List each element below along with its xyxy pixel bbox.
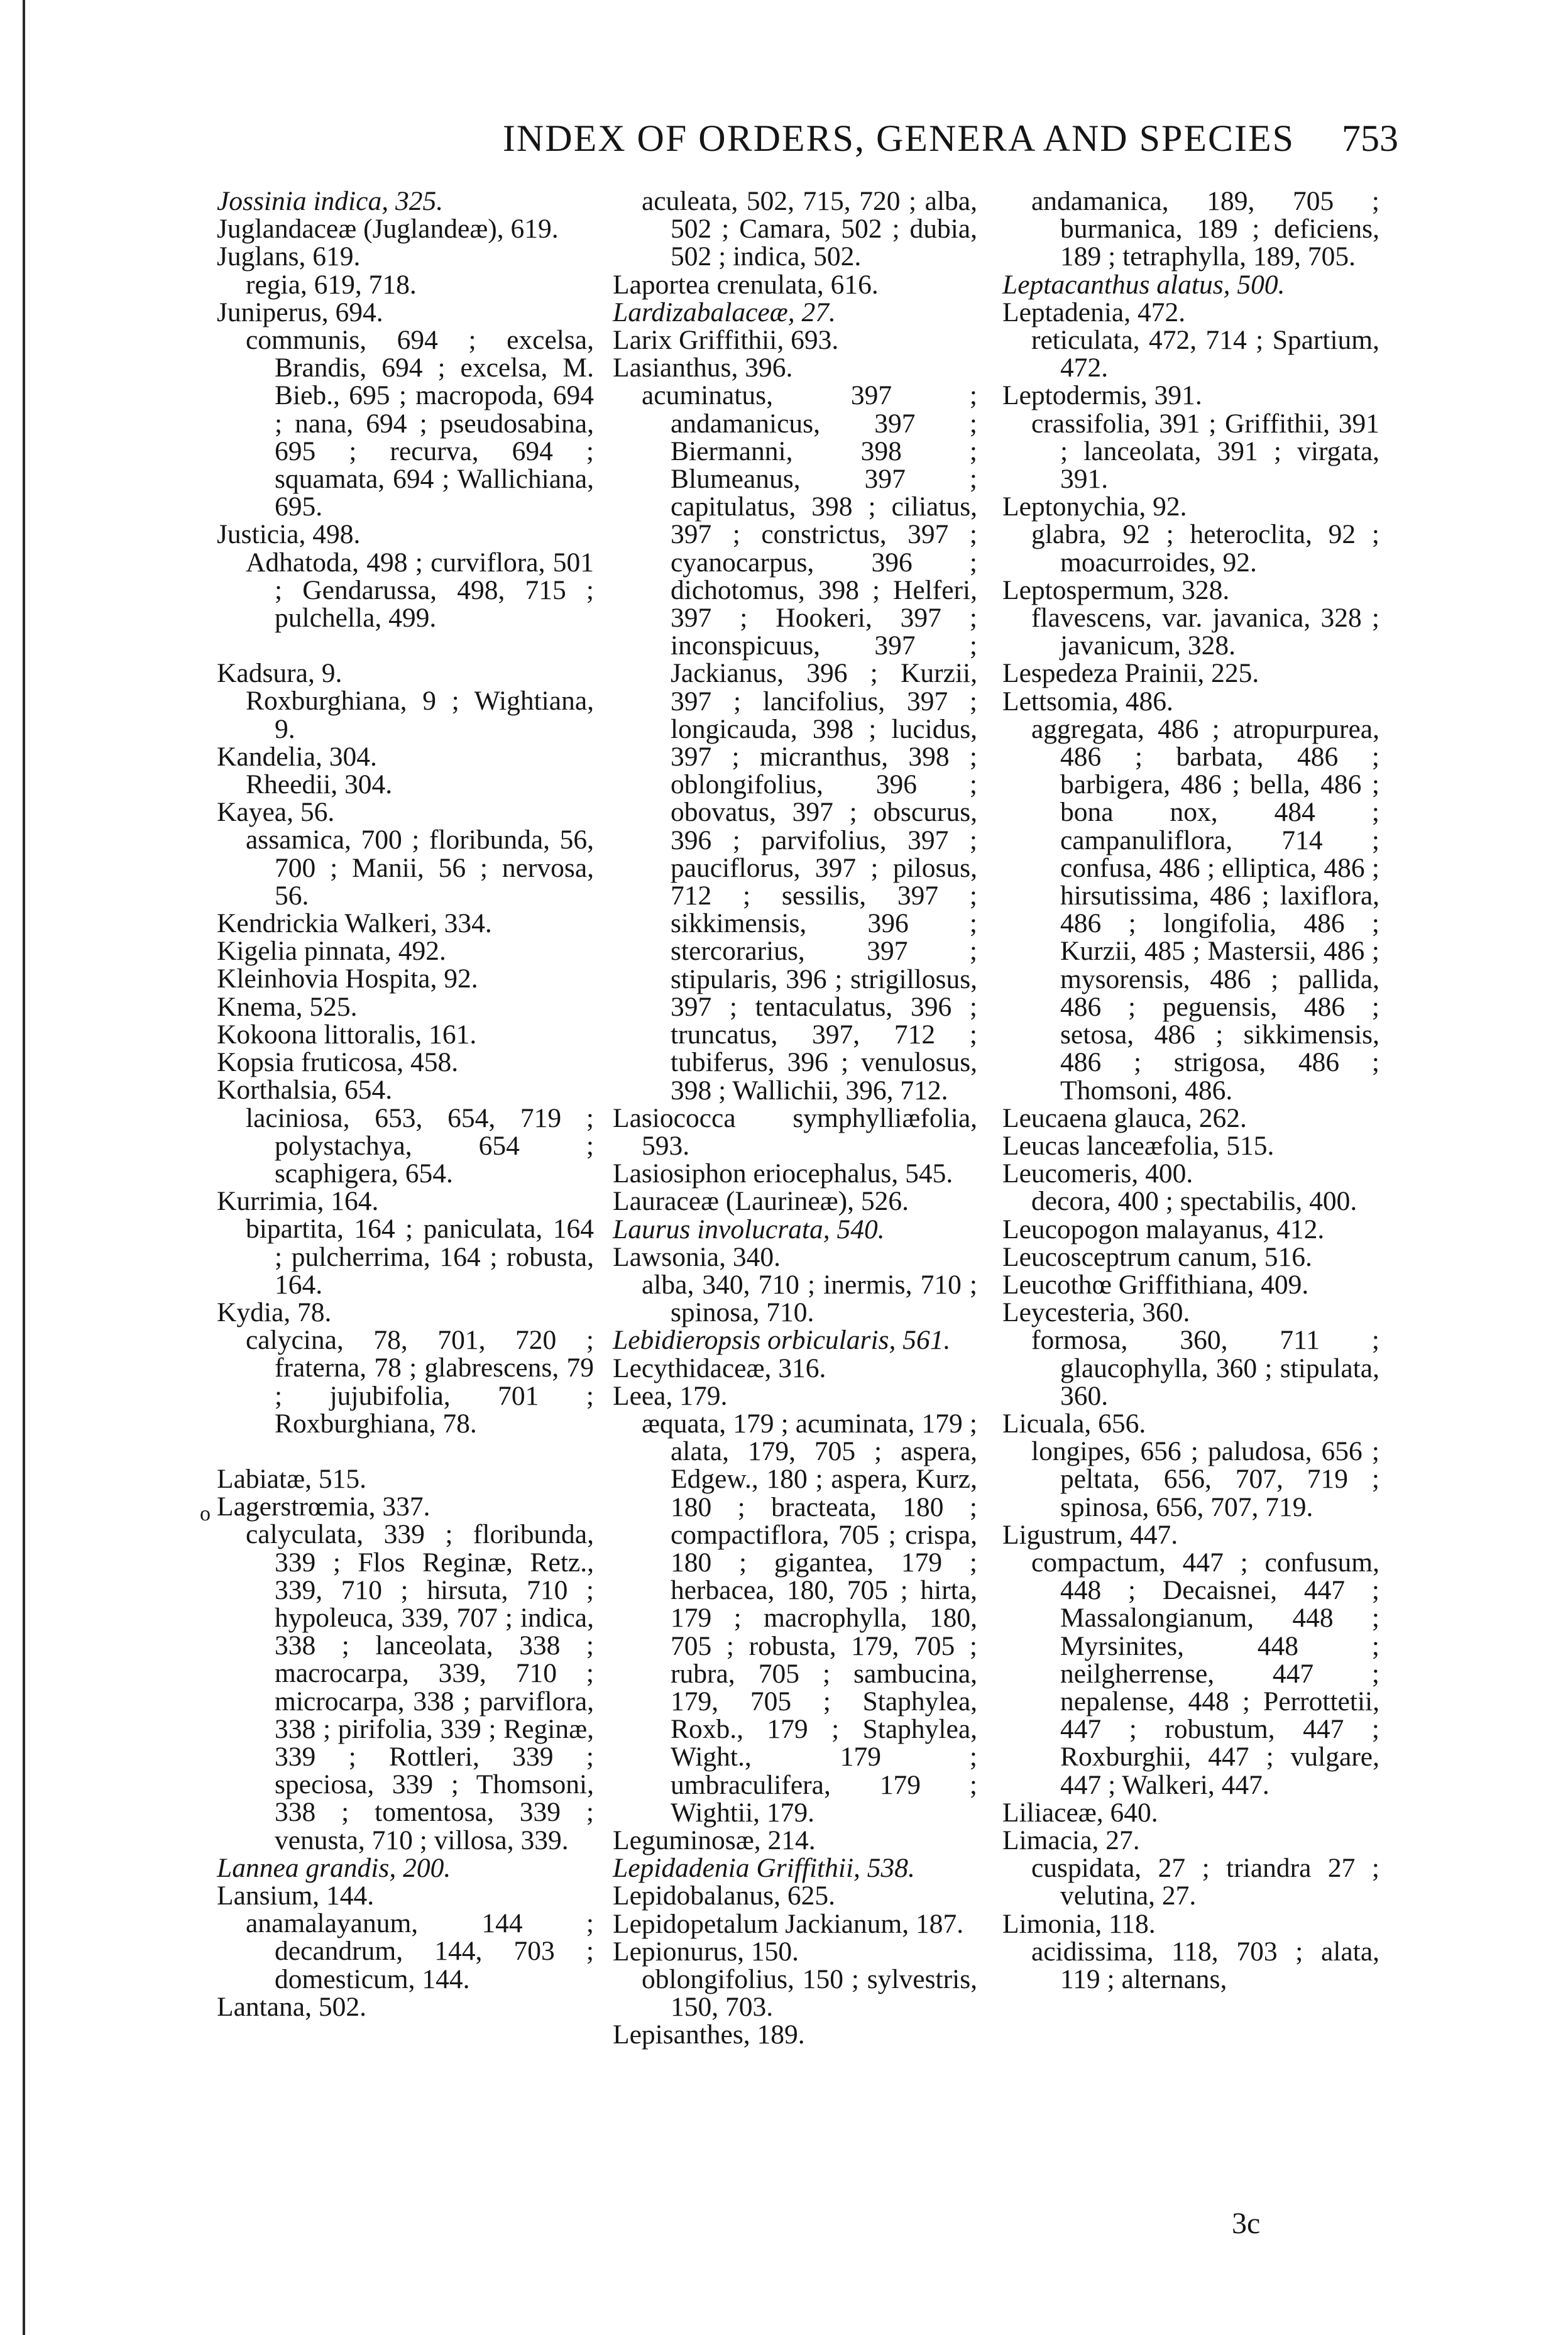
signature-mark: 3c (1232, 2207, 1261, 2240)
index-entry: Leucas lanceæfolia, 515. (1002, 1130, 1275, 1161)
page-spine-line (23, 0, 25, 2335)
index-entry: Leea, 179. (613, 1380, 728, 1411)
index-subentry: longipes, 656 ; paludosa, 656 ; peltata, 656, 707, 719 ; spinosa, 656, 707, 719. (1031, 1436, 1379, 1522)
running-header: INDEX OF ORDERS, GENERA AND SPECIES (502, 118, 1295, 159)
index-entry: Jossinia indica, 325. (217, 186, 444, 216)
index-entry: Juglandaceæ (Juglandeæ), 619. (217, 214, 559, 244)
index-entry: Leptacanthus alatus, 500. (1002, 269, 1285, 300)
index-subentry: regia, 619, 718. (246, 269, 417, 300)
index-entry: Leycesteria, 360. (1002, 1297, 1190, 1328)
index-subentry: Adhatoda, 498 ; curviflora, 501 ; Gendarussa, 498, 715 ; pulchella, 499. (246, 547, 594, 634)
index-entry: Kydia, 78. (217, 1297, 332, 1327)
index-entry: Lepisanthes, 189. (613, 2019, 805, 2050)
index-entry: Lannea grandis, 200. (217, 1852, 451, 1883)
index-entry: Leptospermum, 328. (1002, 574, 1230, 605)
index-subentry: Rheedii, 304. (246, 769, 393, 800)
index-subentry: aggregata, 486 ; atropurpurea, 486 ; barbata, 486 ; barbigera, 486 ; bella, 486 ; bona nox, 484 ; campanuliflora, 714 ; confusa, 486 ; elliptica, 486 ; hirsutissima, 486 ; laxiflora, 486 ; longifolia, 486 ; Kurzii, 485 ; Mastersii, 486 ; mysorensis, 486 ; pallida, 486 ; peguensis, 486 ; setosa, 486 ; sikkimensis, 486 ; strigosa, 486 ; Thomsoni, 486. (1031, 713, 1379, 1106)
index-entry: Kadsura, 9. (217, 658, 343, 689)
index-entry: Kigelia pinnata, 492. (217, 936, 446, 967)
index-subentry: laciniosa, 653, 654, 719 ; polystachya, 654 ; scaphigera, 654. (246, 1102, 594, 1189)
index-entry: Larix Griffithii, 693. (613, 325, 839, 356)
index-entry: Kopsia fruticosa, 458. (217, 1047, 459, 1078)
index-entry: Lansium, 144. (217, 1880, 375, 1911)
index-entry: Lantana, 502. (217, 1991, 366, 2022)
index-subentry: anamalayanum, 144 ; decandrum, 144, 703 ; domesticum, 144. (246, 1908, 594, 1994)
index-entry: Limacia, 27. (1002, 1825, 1140, 1855)
index-subentry: flavescens, var. javanica, 328 ; javanicum, 328. (1031, 603, 1379, 661)
index-subentry: acidissima, 118, 703 ; alata, 119 ; alternans, (1031, 1936, 1379, 1994)
index-entry: Justicia, 498. (217, 519, 361, 550)
index-entry: Knema, 525. (217, 991, 358, 1022)
index-entry: Juniperus, 694. (217, 297, 383, 327)
index-entry: Lespedeza Prainii, 225. (1002, 658, 1259, 689)
index-entry: Korthalsia, 654. (217, 1075, 393, 1106)
index-entry: Limonia, 118. (1002, 1908, 1156, 1939)
index-entry: Kleinhovia Hospita, 92. (217, 964, 478, 994)
index-entry: Leucaena glauca, 262. (1002, 1102, 1247, 1133)
index-entry: Lasianthus, 396. (613, 353, 793, 383)
index-subentry: crassifolia, 391 ; Griffithii, 391 ; lanceolata, 391 ; virgata, 391. (1031, 408, 1379, 495)
margin-mark: o (200, 1502, 211, 1525)
index-subentry: bipartita, 164 ; paniculata, 164 ; pulcherrima, 164 ; robusta, 164. (246, 1214, 594, 1300)
index-entry: Lepidadenia Griffithii, 538. (613, 1853, 915, 1884)
index-entry: Lettsomia, 486. (1002, 686, 1173, 717)
section-gap (217, 632, 594, 659)
index-entry: Laportea crenulata, 616. (613, 269, 879, 300)
index-subentry: calyculata, 339 ; floribunda, 339 ; Flos Reginæ, Retz., 339, 710 ; hirsuta, 710 ; hypoleuca, 339, 707 ; indica, 338 ; lanceolata, 338 ; macrocarpa, 339, 710 ; microcarpa, 338 ; parviflora, 338 ; pirifolia, 339 ; Reginæ, 339 ; Rottleri, 339 ; speciosa, 339 ; Thomsoni, 338 ; tomentosa, 339 ; venusta, 710 ; villosa, 339. (246, 1519, 594, 1855)
index-entry: Leptodermis, 391. (1002, 380, 1202, 411)
index-entry: Leptadenia, 472. (1002, 297, 1186, 327)
index-column-1 (217, 187, 594, 2021)
index-entry: Lasiococca symphylliæfolia, 593. (613, 1102, 977, 1161)
index-subentry: communis, 694 ; excelsa, Brandis, 694 ; excelsa, M. Bieb., 695 ; macropoda, 694 ; nana, 694 ; pseudosabina, 695 ; recurva, 694 ; squamata, 694 ; Wallichiana, 695. (246, 325, 594, 522)
page-number: 753 (1342, 118, 1398, 159)
index-subentry: acuminatus, 397 ; andamanicus, 397 ; Biermanni, 398 ; Blumeanus, 397 ; capitulatus, 398 ; ciliatus, 397 ; constrictus, 397 ; cyanocarpus, 396 ; dichotomus, 398 ; Helferi, 397 ; Hookeri, 397 ; inconspicuus, 397 ; Jackianus, 396 ; Kurzii, 397 ; lancifolius, 397 ; longicauda, 398 ; lucidus, 397 ; micranthus, 398 ; oblongifolius, 396 ; obovatus, 397 ; obscurus, 396 ; parvifolius, 397 ; pauciflorus, 397 ; pilosus, 712 ; sessilis, 397 ; sikkimensis, 396 ; stercorarius, 397 ; stipularis, 396 ; strigillosus, 397 ; tentaculatus, 396 ; truncatus, 397, 712 ; tubiferus, 396 ; venulosus, 398 ; Wallichii, 396, 712. (642, 380, 977, 1106)
index-subentry: æquata, 179 ; acuminata, 179 ; alata, 179, 705 ; aspera, Edgew., 180 ; aspera, Kurz, 180 ; bracteata, 180 ; compactiflora, 705 ; crispa, 180 ; gigantea, 179 ; herbacea, 180, 705 ; hirta, 179 ; macrophylla, 180, 705 ; robusta, 179, 705 ; rubra, 705 ; sambucina, 179, 705 ; Staphylea, Roxb., 179 ; Staphylea, Wight., 179 ; umbraculifera, 179 ; Wightii, 179. (642, 1408, 977, 1828)
index-subentry: glabra, 92 ; heteroclita, 92 ; moacurroides, 92. (1031, 519, 1379, 578)
index-subentry: formosa, 360, 711 ; glaucophylla, 360 ; stipulata, 360. (1031, 1325, 1379, 1411)
index-subentry: decora, 400 ; spectabilis, 400. (1031, 1186, 1357, 1217)
index-subentry: calycina, 78, 701, 720 ; fraterna, 78 ; glabrescens, 79 ; jujubifolia, 701 ; Roxburghiana, 78. (246, 1325, 594, 1439)
index-entry: Ligustrum, 447. (1002, 1519, 1178, 1550)
index-entry: Kurrimia, 164. (217, 1186, 379, 1217)
index-entry: Juglans, 619. (217, 241, 361, 272)
index-entry: Lepidopetalum Jackianum, 187. (613, 1908, 964, 1939)
index-entry: Leucomeris, 400. (1002, 1158, 1193, 1189)
index-entry: Licuala, 656. (1002, 1408, 1146, 1439)
index-subentry: compactum, 447 ; confusum, 448 ; Decaisnei, 447 ; Massalongianum, 448 ; Myrsinites, 448 ; neilgherrense, 447 ; nepalense, 448 ; Perrottetii, 447 ; robustum, 447 ; Roxburghii, 447 ; vulgare, 447 ; Walkeri, 447. (1031, 1547, 1379, 1800)
index-entry: Labiatæ, 515. (217, 1463, 366, 1494)
index-subentry: assamica, 700 ; floribunda, 56, 700 ; Manii, 56 ; nervosa, 56. (246, 825, 594, 911)
index-entry: Liliaceæ, 640. (1002, 1797, 1158, 1828)
index-entry: Kendrickia Walkeri, 334. (217, 908, 492, 939)
index-entry: Lagerstrœmia, 337. (217, 1492, 430, 1522)
index-column-2 (613, 187, 977, 2049)
index-entry: Lasiosiphon eriocephalus, 545. (613, 1158, 953, 1189)
index-entry: Kayea, 56. (217, 797, 335, 828)
index-entry: Kokoona littoralis, 161. (217, 1019, 477, 1050)
index-entry: Leucosceptrum canum, 516. (1002, 1241, 1312, 1272)
index-entry: Leguminosæ, 214. (613, 1825, 816, 1855)
index-subentry: cuspidata, 27 ; triandra 27 ; velutina, 27. (1031, 1853, 1379, 1911)
index-entry: Leptonychia, 92. (1002, 492, 1187, 522)
index-subentry: aculeata, 502, 715, 720 ; alba, 502 ; Camara, 502 ; dubia, 502 ; indica, 502. (642, 186, 977, 272)
index-entry: Lepidobalanus, 625. (613, 1881, 835, 1911)
index-subentry: oblongifolius, 150 ; sylvestris, 150, 703. (642, 1964, 977, 2023)
index-subentry: alba, 340, 710 ; inermis, 710 ; spinosa, 710. (642, 1269, 977, 1328)
index-entry: Lecythidaceæ, 316. (613, 1353, 826, 1383)
index-entry: Lepionurus, 150. (613, 1936, 799, 1967)
index-entry: Lebidieropsis orbicularis, 561. (613, 1325, 951, 1356)
index-entry: Lauraceæ (Laurineæ), 526. (613, 1186, 909, 1217)
index-entry: Kandelia, 304. (217, 741, 377, 772)
index-subentry: reticulata, 472, 714 ; Spartium, 472. (1031, 325, 1379, 383)
index-subentry: andamanica, 189, 705 ; burmanica, 189 ; deficiens, 189 ; tetraphylla, 189, 705. (1031, 186, 1379, 272)
index-entry: Lardizabalaceæ, 27. (613, 297, 836, 327)
index-entry: Lawsonia, 340. (613, 1241, 781, 1272)
index-subentry: Roxburghiana, 9 ; Wightiana, 9. (246, 686, 594, 744)
index-entry: Laurus involucrata, 540. (613, 1214, 885, 1244)
index-entry: Leucopogon malayanus, 412. (1002, 1214, 1325, 1244)
section-gap (217, 1437, 594, 1465)
index-entry: Leucothœ Griffithiana, 409. (1002, 1269, 1309, 1300)
index-column-3 (1002, 187, 1379, 1993)
